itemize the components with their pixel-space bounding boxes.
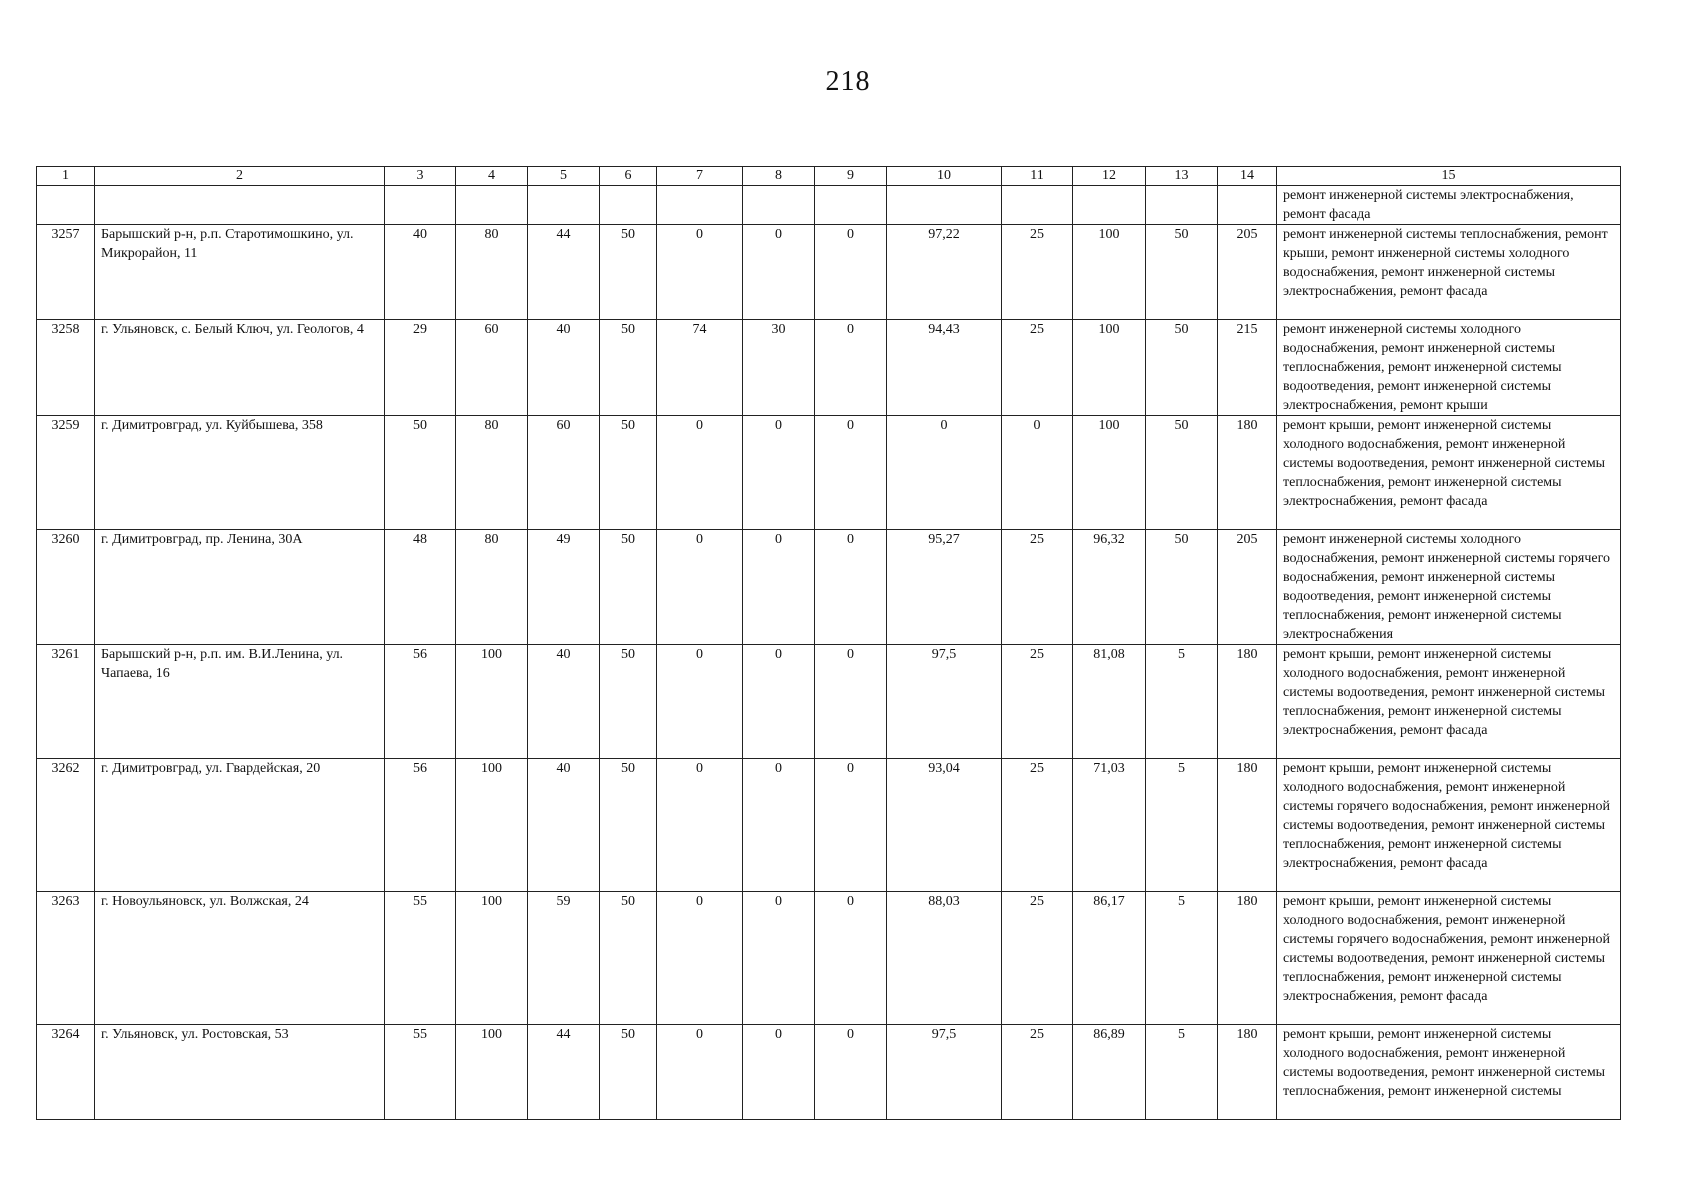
value-cell: 95,27: [887, 530, 1002, 645]
value-cell: 50: [600, 320, 657, 416]
empty-cell: [887, 186, 1002, 225]
value-cell: 0: [743, 1025, 815, 1120]
value-cell: 50: [1146, 320, 1218, 416]
empty-cell: [456, 186, 528, 225]
column-header: 9: [815, 167, 887, 186]
empty-cell: [37, 186, 95, 225]
column-header: 10: [887, 167, 1002, 186]
column-header: 14: [1218, 167, 1277, 186]
registry-table: [36, 166, 1621, 1120]
value-cell: 40: [528, 645, 600, 759]
value-cell: 50: [600, 1025, 657, 1120]
value-cell: 0: [1002, 416, 1073, 530]
value-cell: 5: [1146, 892, 1218, 1025]
column-header: 3: [385, 167, 456, 186]
value-cell: 56: [385, 645, 456, 759]
works-cell: ремонт крыши, ремонт инженерной системы холодного водоснабжения, ремонт инженерной системы горячего водоснабжения, ремонт инженерной системы водоотведения, ремонт инженерной системы теплоснабжения, ремонт инженерной системы электроснабжения, ремонт фасада: [1277, 892, 1621, 1025]
value-cell: 0: [815, 225, 887, 320]
value-cell: 180: [1218, 1025, 1277, 1120]
value-cell: 86,89: [1073, 1025, 1146, 1120]
value-cell: 0: [815, 892, 887, 1025]
table-row: [37, 320, 1621, 416]
table-row: [37, 225, 1621, 320]
row-number-cell: 3261: [37, 645, 95, 759]
value-cell: 0: [815, 1025, 887, 1120]
value-cell: 0: [657, 892, 743, 1025]
value-cell: 100: [1073, 416, 1146, 530]
value-cell: 25: [1002, 320, 1073, 416]
value-cell: 0: [743, 530, 815, 645]
row-number-cell: 3262: [37, 759, 95, 892]
address-cell: г. Новоульяновск, ул. Волжская, 24: [95, 892, 385, 1025]
value-cell: 100: [456, 645, 528, 759]
value-cell: 25: [1002, 530, 1073, 645]
value-cell: 56: [385, 759, 456, 892]
value-cell: 44: [528, 225, 600, 320]
page-number: 218: [825, 66, 871, 97]
works-cell: ремонт инженерной системы теплоснабжения, ремонт крыши, ремонт инженерной системы холодного водоснабжения, ремонт инженерной системы электроснабжения, ремонт фасада: [1277, 225, 1621, 320]
works-cell: ремонт инженерной системы холодного водоснабжения, ремонт инженерной системы горячего водоснабжения, ремонт инженерной системы водоотведения, ремонт инженерной системы теплоснабжения, ремонт инженерной системы электроснабжения: [1277, 530, 1621, 645]
value-cell: 29: [385, 320, 456, 416]
value-cell: 0: [657, 759, 743, 892]
table-row: [37, 1025, 1621, 1120]
value-cell: 97,5: [887, 645, 1002, 759]
row-number-cell: 3258: [37, 320, 95, 416]
value-cell: 25: [1002, 1025, 1073, 1120]
value-cell: 86,17: [1073, 892, 1146, 1025]
column-header: 1: [37, 167, 95, 186]
value-cell: 48: [385, 530, 456, 645]
value-cell: 96,32: [1073, 530, 1146, 645]
value-cell: 55: [385, 892, 456, 1025]
value-cell: 80: [456, 530, 528, 645]
value-cell: 0: [815, 645, 887, 759]
value-cell: 0: [815, 320, 887, 416]
column-header: 5: [528, 167, 600, 186]
value-cell: 0: [657, 225, 743, 320]
value-cell: 97,22: [887, 225, 1002, 320]
empty-cell: [657, 186, 743, 225]
works-cell: ремонт крыши, ремонт инженерной системы холодного водоснабжения, ремонт инженерной системы водоотведения, ремонт инженерной системы теплоснабжения, ремонт инженерной системы электроснабжения, ремонт фасада: [1277, 645, 1621, 759]
address-cell: г. Димитровград, пр. Ленина, 30А: [95, 530, 385, 645]
value-cell: 50: [600, 416, 657, 530]
address-cell: г. Димитровград, ул. Куйбышева, 358: [95, 416, 385, 530]
value-cell: 50: [600, 892, 657, 1025]
column-header: 2: [95, 167, 385, 186]
empty-cell: [743, 186, 815, 225]
empty-cell: [815, 186, 887, 225]
empty-cell: [385, 186, 456, 225]
empty-cell: [95, 186, 385, 225]
value-cell: 93,04: [887, 759, 1002, 892]
column-header: 12: [1073, 167, 1146, 186]
value-cell: 55: [385, 1025, 456, 1120]
value-cell: 80: [456, 225, 528, 320]
value-cell: 0: [657, 645, 743, 759]
value-cell: 40: [528, 759, 600, 892]
empty-cell: [528, 186, 600, 225]
address-cell: Барышский р-н, р.п. им. В.И.Ленина, ул. Чапаева, 16: [95, 645, 385, 759]
works-cell: ремонт инженерной системы холодного водоснабжения, ремонт инженерной системы теплоснабжения, ремонт инженерной системы водоотведения, ремонт инженерной системы электроснабжения, ремонт крыши: [1277, 320, 1621, 416]
works-cell: ремонт крыши, ремонт инженерной системы холодного водоснабжения, ремонт инженерной системы водоотведения, ремонт инженерной системы теплоснабжения, ремонт инженерной системы: [1277, 1025, 1621, 1120]
empty-cell: [1002, 186, 1073, 225]
value-cell: 100: [456, 759, 528, 892]
row-number-cell: 3257: [37, 225, 95, 320]
value-cell: 5: [1146, 645, 1218, 759]
value-cell: 25: [1002, 759, 1073, 892]
value-cell: 100: [1073, 320, 1146, 416]
value-cell: 50: [600, 225, 657, 320]
value-cell: 97,5: [887, 1025, 1002, 1120]
value-cell: 215: [1218, 320, 1277, 416]
column-header: 7: [657, 167, 743, 186]
column-header: 11: [1002, 167, 1073, 186]
table-row: [37, 645, 1621, 759]
address-cell: г. Ульяновск, с. Белый Ключ, ул. Геологов, 4: [95, 320, 385, 416]
value-cell: 40: [385, 225, 456, 320]
value-cell: 0: [743, 645, 815, 759]
value-cell: 71,03: [1073, 759, 1146, 892]
value-cell: 60: [528, 416, 600, 530]
value-cell: 50: [600, 645, 657, 759]
value-cell: 59: [528, 892, 600, 1025]
value-cell: 25: [1002, 645, 1073, 759]
value-cell: 0: [887, 416, 1002, 530]
value-cell: 205: [1218, 530, 1277, 645]
value-cell: 180: [1218, 892, 1277, 1025]
value-cell: 0: [815, 530, 887, 645]
value-cell: 50: [1146, 416, 1218, 530]
value-cell: 50: [600, 530, 657, 645]
value-cell: 49: [528, 530, 600, 645]
value-cell: 88,03: [887, 892, 1002, 1025]
table-row: [37, 892, 1621, 1025]
row-number-cell: 3259: [37, 416, 95, 530]
value-cell: 0: [815, 759, 887, 892]
row-number-cell: 3260: [37, 530, 95, 645]
value-cell: 0: [743, 416, 815, 530]
column-header: 6: [600, 167, 657, 186]
value-cell: 100: [1073, 225, 1146, 320]
value-cell: 180: [1218, 759, 1277, 892]
empty-cell: [1073, 186, 1146, 225]
value-cell: 0: [815, 416, 887, 530]
value-cell: 25: [1002, 225, 1073, 320]
value-cell: 0: [657, 530, 743, 645]
value-cell: 25: [1002, 892, 1073, 1025]
value-cell: 100: [456, 1025, 528, 1120]
value-cell: 0: [657, 416, 743, 530]
empty-cell: [600, 186, 657, 225]
value-cell: 50: [1146, 225, 1218, 320]
table-row: [37, 530, 1621, 645]
value-cell: 5: [1146, 759, 1218, 892]
value-cell: 94,43: [887, 320, 1002, 416]
value-cell: 50: [600, 759, 657, 892]
value-cell: 180: [1218, 645, 1277, 759]
column-header: 8: [743, 167, 815, 186]
row-number-cell: 3263: [37, 892, 95, 1025]
value-cell: 5: [1146, 1025, 1218, 1120]
value-cell: 80: [456, 416, 528, 530]
value-cell: 100: [456, 892, 528, 1025]
continuation-row: [37, 186, 1621, 225]
value-cell: 0: [657, 1025, 743, 1120]
empty-cell: [1218, 186, 1277, 225]
value-cell: 0: [743, 759, 815, 892]
column-header: 13: [1146, 167, 1218, 186]
value-cell: 50: [385, 416, 456, 530]
works-cell: ремонт крыши, ремонт инженерной системы холодного водоснабжения, ремонт инженерной системы водоотведения, ремонт инженерной системы теплоснабжения, ремонт инженерной системы электроснабжения, ремонт фасада: [1277, 416, 1621, 530]
value-cell: 0: [743, 892, 815, 1025]
table-row: [37, 759, 1621, 892]
column-header: 4: [456, 167, 528, 186]
value-cell: 81,08: [1073, 645, 1146, 759]
address-cell: г. Ульяновск, ул. Ростовская, 53: [95, 1025, 385, 1120]
works-cell: ремонт инженерной системы электроснабжения, ремонт фасада: [1277, 186, 1621, 225]
empty-cell: [1146, 186, 1218, 225]
value-cell: 60: [456, 320, 528, 416]
value-cell: 40: [528, 320, 600, 416]
value-cell: 74: [657, 320, 743, 416]
works-cell: ремонт крыши, ремонт инженерной системы холодного водоснабжения, ремонт инженерной системы горячего водоснабжения, ремонт инженерной системы водоотведения, ремонт инженерной системы теплоснабжения, ремонт инженерной системы электроснабжения, ремонт фасада: [1277, 759, 1621, 892]
value-cell: 180: [1218, 416, 1277, 530]
row-number-cell: 3264: [37, 1025, 95, 1120]
address-cell: г. Димитровград, ул. Гвардейская, 20: [95, 759, 385, 892]
value-cell: 50: [1146, 530, 1218, 645]
value-cell: 30: [743, 320, 815, 416]
address-cell: Барышский р-н, р.п. Старотимошкино, ул. Микрорайон, 11: [95, 225, 385, 320]
value-cell: 44: [528, 1025, 600, 1120]
value-cell: 0: [743, 225, 815, 320]
column-header: 15: [1277, 167, 1621, 186]
value-cell: 205: [1218, 225, 1277, 320]
table-row: [37, 416, 1621, 530]
column-number-row: [37, 167, 1621, 186]
